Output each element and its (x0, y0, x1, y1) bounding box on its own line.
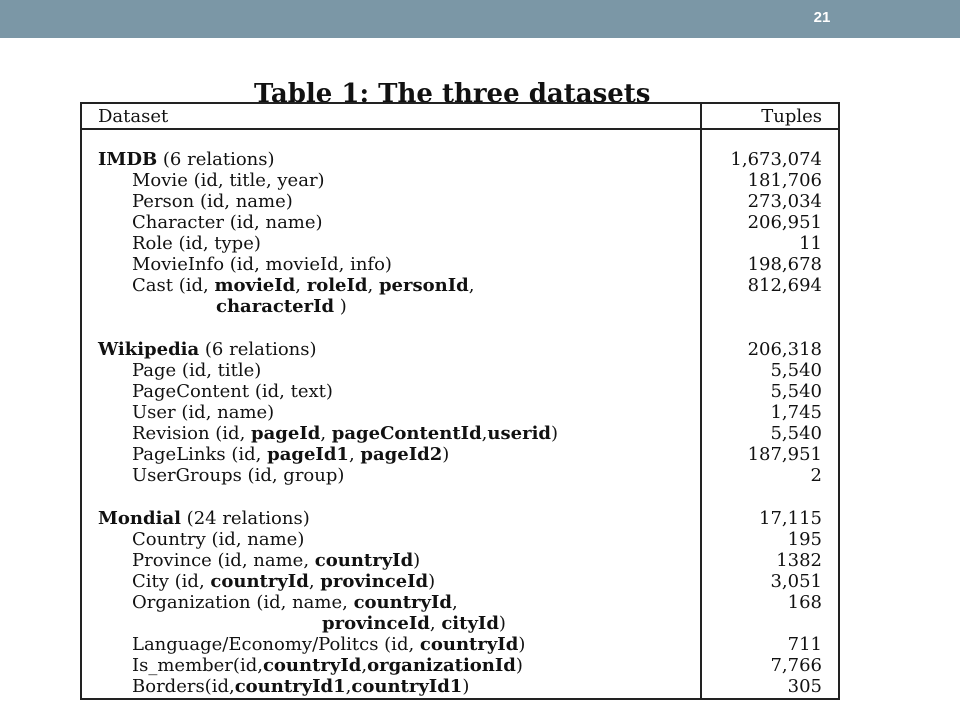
tuple-count: 168 (787, 592, 822, 613)
table-row (82, 275, 838, 296)
table-row (82, 613, 838, 634)
table-row (82, 296, 838, 317)
relation-name-part: Wikipedia (98, 339, 200, 360)
slide-header-bar (0, 0, 960, 38)
relation-name-part: ) (498, 613, 506, 634)
tuple-count: 11 (799, 233, 822, 254)
tuple-count: 206,318 (747, 339, 822, 360)
relation-name-part: roleId (306, 275, 368, 296)
relation-name (132, 592, 458, 613)
table-row (82, 254, 838, 275)
tuple-count: 5,540 (770, 381, 822, 402)
relation-name-part: , (308, 571, 321, 592)
relation-name (132, 550, 420, 571)
relation-name (132, 634, 525, 655)
relation-name (132, 381, 333, 402)
table-row (82, 149, 838, 170)
relation-name (98, 339, 317, 360)
tuple-count: 2 (810, 465, 822, 486)
relation-name (98, 149, 275, 170)
relation-name-part: PageContent (id, text) (132, 381, 333, 402)
relation-name-part: pageId (251, 423, 321, 444)
relation-name-part: pageId2 (360, 444, 443, 465)
relation-name (132, 676, 469, 697)
relation-name-part: , (361, 655, 368, 676)
relation-name-part: (6 relations) (199, 339, 317, 360)
relation-name-part: Language/Economy/Politcs (id, (132, 634, 420, 655)
tuple-count: 17,115 (759, 508, 822, 529)
relation-name-part: organizationId (367, 655, 516, 676)
tuple-count: 1,673,074 (730, 149, 822, 170)
relation-name-part: Cast (id, (132, 275, 215, 296)
relation-name-part: , (429, 613, 442, 634)
tuple-count: 195 (787, 529, 822, 550)
relation-name-part: Borders(id, (132, 676, 235, 697)
relation-name (132, 423, 558, 444)
relation-name-part: , (367, 275, 379, 296)
relation-name-part: ) (442, 444, 450, 465)
table-row (82, 634, 838, 655)
relation-name-part: Person (id, name) (132, 191, 293, 212)
table-row (82, 592, 838, 613)
relation-name-part: , (295, 275, 307, 296)
relation-name-part: provinceId (320, 571, 429, 592)
table-row (82, 402, 838, 423)
relation-name-part: (6 relations) (157, 149, 275, 170)
relation-name (132, 465, 344, 486)
relation-name-part: movieId (214, 275, 296, 296)
relation-name-part: City (id, (132, 571, 211, 592)
relation-name-part: PageLinks (id, (132, 444, 268, 465)
relation-name-part: ) (551, 423, 559, 444)
relation-name-part: ) (413, 550, 421, 571)
relation-name (132, 275, 474, 296)
datasets-table (80, 102, 840, 700)
relation-name-part: Character (id, name) (132, 212, 323, 233)
tuple-count: 181,706 (747, 170, 822, 191)
relation-name (132, 571, 435, 592)
relation-name-part: , (468, 275, 475, 296)
tuple-count: 711 (787, 634, 822, 655)
relation-name-part: Mondial (98, 508, 181, 529)
relation-name-part: User (id, name) (132, 402, 275, 423)
tuple-count: 1,745 (770, 402, 822, 423)
tuple-count: 812,694 (747, 275, 822, 296)
tuple-count: 5,540 (770, 423, 822, 444)
relation-name (132, 444, 449, 465)
relation-name-part: ) (518, 634, 526, 655)
relation-name (132, 170, 325, 191)
table-row (82, 191, 838, 212)
tuple-count: 3,051 (770, 571, 822, 592)
tuple-count: 198,678 (747, 254, 822, 275)
tuple-count: 305 (787, 676, 822, 697)
table-row (82, 655, 838, 676)
table-row (82, 444, 838, 465)
relation-name-part: , (348, 444, 361, 465)
relation-name-part: pageContentId (331, 423, 482, 444)
table-row (82, 381, 838, 402)
relation-name-part: cityId (441, 613, 499, 634)
tuples-column-header: Tuples (761, 106, 822, 127)
relation-name (132, 254, 392, 275)
relation-name-part: countryId (314, 550, 414, 571)
relation-name (132, 360, 261, 381)
table-row (82, 571, 838, 592)
table-row (82, 529, 838, 550)
relation-name-part: Revision (id, (132, 423, 252, 444)
relation-name (216, 296, 347, 317)
table-row (82, 170, 838, 191)
relation-name-part: ) (515, 655, 523, 676)
relation-name-part: provinceId (322, 613, 430, 634)
table-row (82, 465, 838, 486)
relation-name-part: Role (id, type) (132, 233, 261, 254)
relation-name-part: IMDB (98, 149, 158, 170)
table-row (82, 550, 838, 571)
relation-name (132, 402, 274, 423)
relation-name-part: MovieInfo (id, movieId, info) (132, 254, 392, 275)
relation-name (322, 613, 506, 634)
table-row (82, 212, 838, 233)
relation-name-part: , (481, 423, 488, 444)
dataset-column-header: Dataset (98, 106, 169, 127)
tuple-count: 1382 (776, 550, 822, 571)
tuple-count: 7,766 (770, 655, 822, 676)
relation-name-part: ) (462, 676, 470, 697)
tuple-count: 5,540 (770, 360, 822, 381)
relation-name (132, 233, 261, 254)
relation-name-part: countryId (210, 571, 309, 592)
relation-name-part: (24 relations) (180, 508, 310, 529)
relation-name-part: countryId1 (351, 676, 463, 697)
relation-name-part: countryId (353, 592, 452, 613)
tuple-count: 187,951 (747, 444, 822, 465)
relation-name-part: ) (428, 571, 436, 592)
tuple-count: 273,034 (747, 191, 822, 212)
relation-name-part: characterId (216, 296, 335, 317)
relation-name-part: Organization (id, name, (132, 592, 354, 613)
relation-name-part: ) (334, 296, 347, 317)
relation-name (98, 508, 310, 529)
relation-name-part: personId (378, 275, 469, 296)
relation-name-part: pageId1 (267, 444, 349, 465)
tuple-count: 206,951 (747, 212, 822, 233)
relation-name-part: UserGroups (id, group) (132, 465, 345, 486)
table-row (82, 676, 838, 697)
relation-name-part: Province (id, name, (132, 550, 315, 571)
relation-name-part: Movie (id, title, year) (132, 170, 325, 191)
table-row (82, 508, 838, 529)
relation-name-part: , (320, 423, 332, 444)
relation-name-part: countryId (262, 655, 362, 676)
relation-name-part: countryId (419, 634, 519, 655)
relation-name-part: Is_member(id, (132, 655, 263, 676)
relation-name-part: userid (487, 423, 551, 444)
relation-name-part: , (451, 592, 458, 613)
table-caption: Table 1: The three datasets (254, 79, 651, 109)
relation-name-part: , (345, 676, 352, 697)
relation-name (132, 212, 323, 233)
table-row (82, 233, 838, 254)
relation-name-part: countryId1 (234, 676, 346, 697)
table-row (82, 339, 838, 360)
table-body (82, 104, 838, 698)
relation-name-part: Page (id, title) (132, 360, 262, 381)
relation-name-part: Country (id, name) (132, 529, 305, 550)
table-row (82, 360, 838, 381)
table-row (82, 423, 838, 444)
relation-name (132, 191, 293, 212)
slide-number: 21 (813, 9, 831, 26)
relation-name (132, 655, 523, 676)
relation-name (132, 529, 304, 550)
